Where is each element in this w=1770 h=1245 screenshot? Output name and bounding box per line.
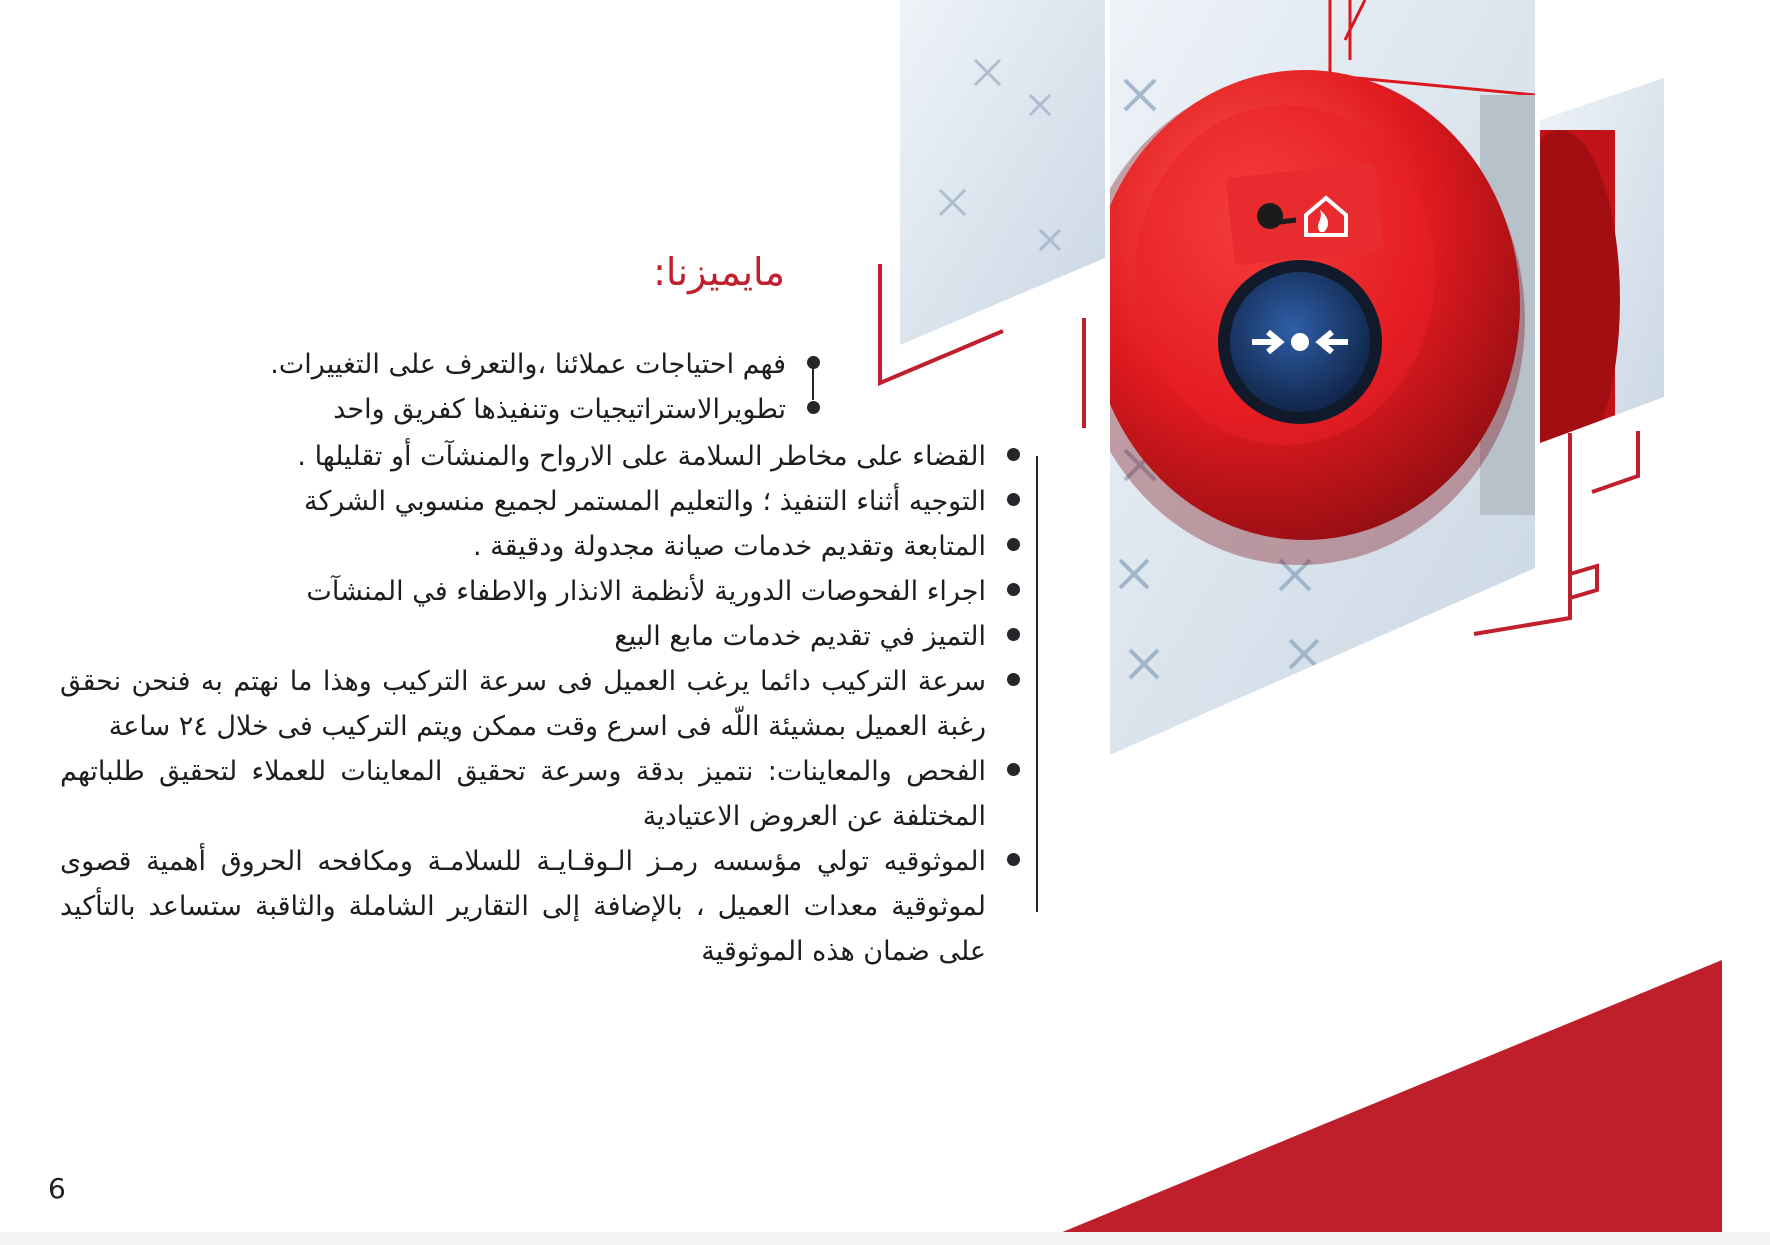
list-item: الفحص والمعاينات: نتميز بدقة وسرعة تحقيق المعاينات للعملاء لتحقيق طلباتهم المختلفة عن العروض الاعتيادية (60, 749, 1020, 839)
bullet-dot-icon (1007, 673, 1020, 686)
list-item: التميز في تقديم خدمات مابع البيع (60, 614, 1020, 659)
list-item: التوجيه أثناء التنفيذ ؛ والتعليم المستمر لجميع منسوبي الشركة (60, 479, 1020, 524)
bullet-dot-icon (807, 356, 820, 369)
list-item: تطويرالاستراتيجيات وتنفيذها كفريق واحد (80, 387, 820, 432)
page-number: 6 (48, 1172, 66, 1205)
bullet-dot-icon (807, 401, 820, 414)
bullet-dot-icon (1007, 448, 1020, 461)
intro-bullet-list (80, 342, 820, 432)
photo-strip-left (900, 0, 1110, 350)
list-item: الموثوقيه تولي مؤسسه رمـز الـوقـايـة للسلامـة ومكافحه الحروق أهمية قصوى لموثوقية معدات العميل ، بالإضافة إلى التقارير الشاملة والثاقبة ستساعد بالتأكيد على ضمان هذه الموثوقية (60, 839, 1020, 974)
bullet-dot-icon (1007, 853, 1020, 866)
list-item: القضاء على مخاطر السلامة على الارواح والمنشآت أو تقليلها . (60, 434, 1020, 479)
bullet-dot-icon (1007, 628, 1020, 641)
bullet-dot-icon (1007, 763, 1020, 776)
bullet-dot-icon (1007, 583, 1020, 596)
list-item: المتابعة وتقديم خدمات صيانة مجدولة ودقيقة . (60, 524, 1020, 569)
features-bullet-list (60, 434, 1020, 974)
bullet-dot-icon (1007, 493, 1020, 506)
list-item: اجراء الفحوصات الدورية لأنظمة الانذار والاطفاء في المنشآت (60, 569, 1020, 614)
red-corner-triangle (1031, 960, 1722, 1245)
page-title: مايميزنا: (653, 250, 785, 294)
list-item: سرعة التركيب دائما يرغب العميل فى سرعة التركيب وهذا ما نهتم به فنحن نحقق رغبة العميل بمشيئة اللّه فى اسرع وقت ممكن ويتم التركيب فى خلال ٢٤ ساعة (60, 659, 1020, 749)
list-item: فهم احتياجات عملائنا ،والتعرف على التغييرات. (80, 342, 820, 387)
bullet-dot-icon (1007, 538, 1020, 551)
bullet-connector-line (1036, 456, 1038, 912)
photo-fire-alarm (1075, 0, 1540, 760)
